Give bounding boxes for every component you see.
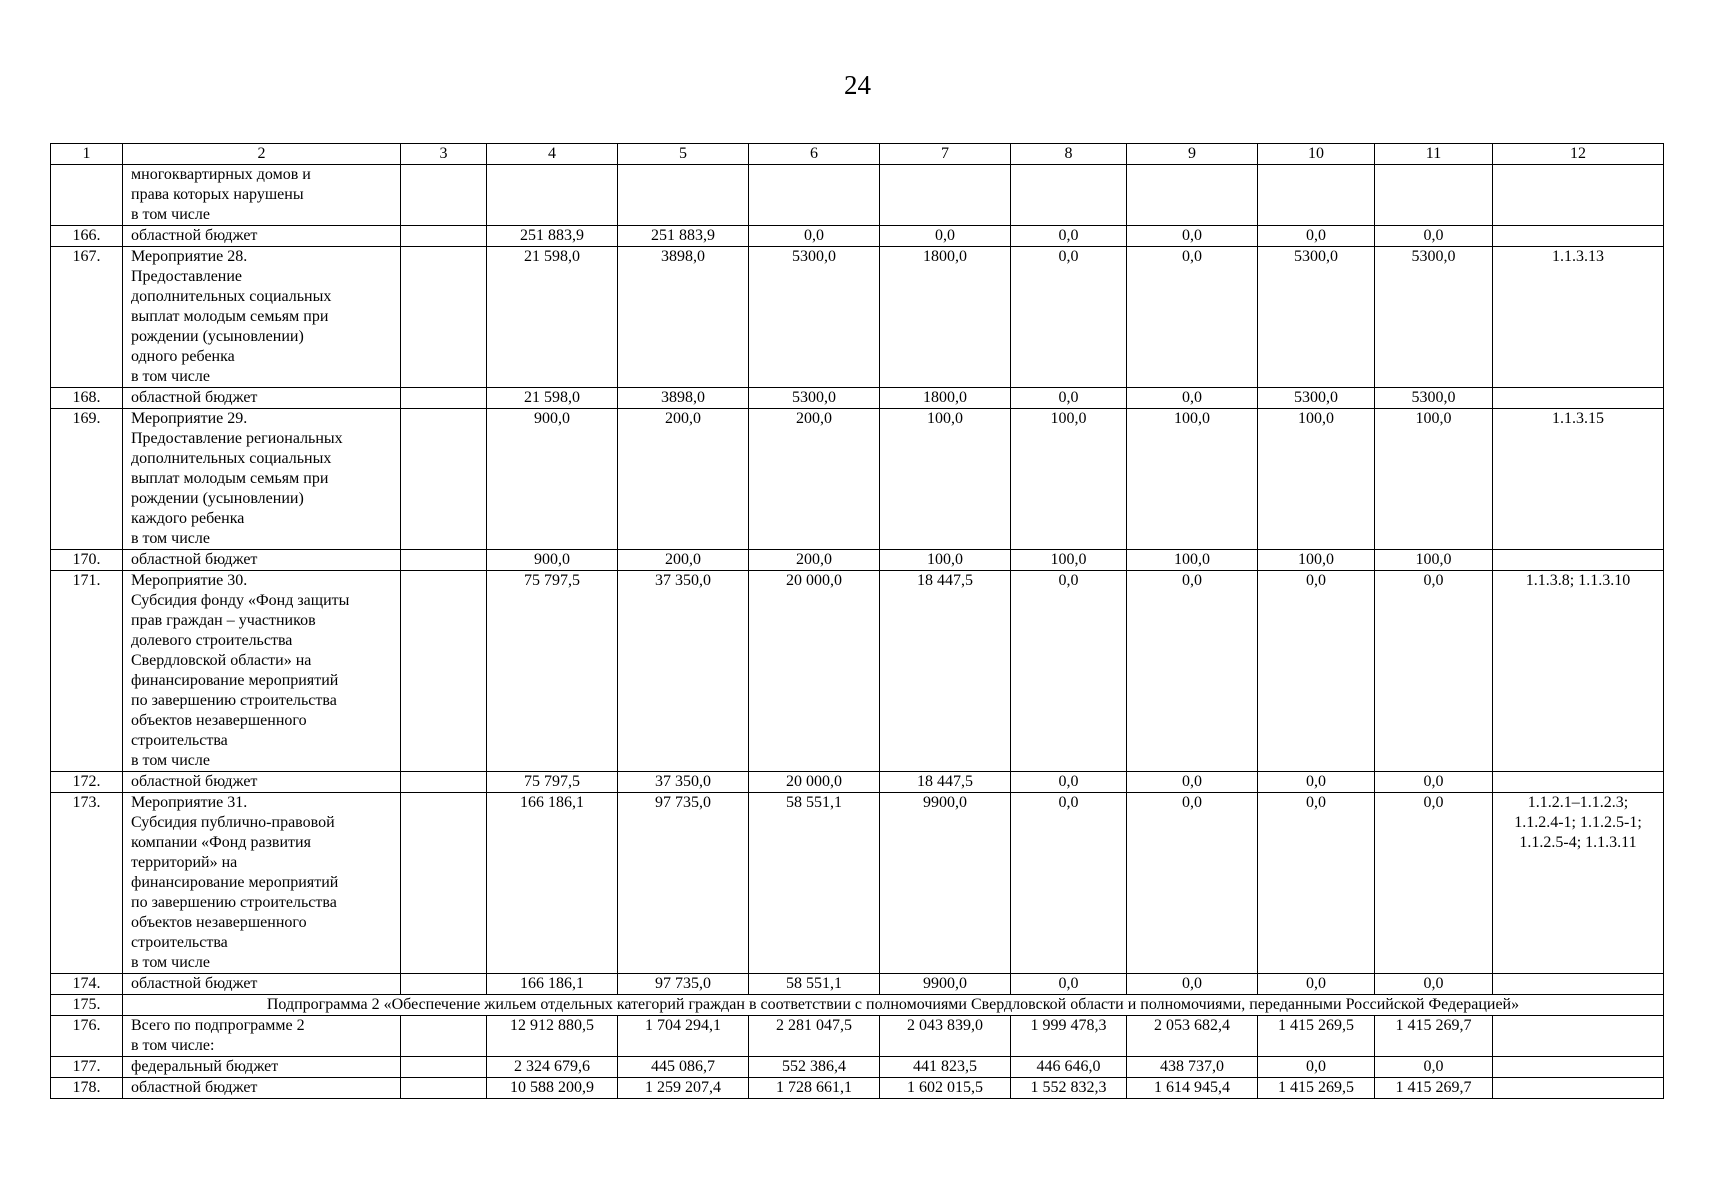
amount-cell: 1 415 269,5 — [1258, 1078, 1375, 1099]
amount-cell: 0,0 — [1375, 226, 1493, 247]
target-indicator-ref — [1493, 1078, 1664, 1099]
table-row — [51, 388, 1664, 409]
amount-cell: 0,0 — [1011, 793, 1127, 974]
amount-cell: 100,0 — [1011, 409, 1127, 550]
responsible-cell — [401, 974, 487, 995]
amount-cell: 0,0 — [1375, 793, 1493, 974]
table-row — [51, 226, 1664, 247]
amount-cell: 100,0 — [1375, 550, 1493, 571]
amount-cell: 100,0 — [1127, 550, 1258, 571]
target-indicator-ref — [1493, 1057, 1664, 1078]
amount-cell: 100,0 — [1258, 550, 1375, 571]
column-number-header — [51, 144, 1664, 165]
amount-cell: 100,0 — [1011, 550, 1127, 571]
table-row — [51, 772, 1664, 793]
amount-cell: 1 614 945,4 — [1127, 1078, 1258, 1099]
amount-cell — [749, 165, 880, 226]
amount-cell: 0,0 — [1375, 772, 1493, 793]
amount-cell: 1 999 478,3 — [1011, 1016, 1127, 1057]
item-name: областной бюджет — [123, 388, 401, 409]
responsible-cell — [401, 226, 487, 247]
amount-cell: 20 000,0 — [749, 772, 880, 793]
amount-cell — [487, 165, 618, 226]
amount-cell: 18 447,5 — [880, 571, 1011, 772]
amount-cell: 200,0 — [618, 409, 749, 550]
amount-cell: 1 415 269,7 — [1375, 1078, 1493, 1099]
amount-cell: 0,0 — [1127, 226, 1258, 247]
item-name: областной бюджет — [123, 226, 401, 247]
amount-cell: 2 281 047,5 — [749, 1016, 880, 1057]
subprogram-title: Подпрограмма 2 «Обеспечение жильем отдельных категорий граждан в соответствии с полномочиями Свердловской области и полномочиями, переданными Российской Федерацией» — [123, 995, 1664, 1016]
row-number: 166. — [51, 226, 123, 247]
amount-cell: 20 000,0 — [749, 571, 880, 772]
target-indicator-ref: 1.1.3.13 — [1493, 247, 1664, 388]
header-cell: 2 — [123, 144, 401, 165]
amount-cell: 900,0 — [487, 550, 618, 571]
amount-cell: 552 386,4 — [749, 1057, 880, 1078]
amount-cell: 2 053 682,4 — [1127, 1016, 1258, 1057]
row-number: 170. — [51, 550, 123, 571]
target-indicator-ref: 1.1.3.8; 1.1.3.10 — [1493, 571, 1664, 772]
amount-cell: 97 735,0 — [618, 974, 749, 995]
table-row — [51, 1057, 1664, 1078]
header-cell: 6 — [749, 144, 880, 165]
target-indicator-ref — [1493, 226, 1664, 247]
amount-cell: 5300,0 — [749, 388, 880, 409]
amount-cell: 0,0 — [1258, 974, 1375, 995]
amount-cell: 18 447,5 — [880, 772, 1011, 793]
amount-cell: 200,0 — [749, 409, 880, 550]
amount-cell: 0,0 — [1011, 226, 1127, 247]
responsible-cell — [401, 772, 487, 793]
amount-cell: 1 704 294,1 — [618, 1016, 749, 1057]
item-name: Мероприятие 28. Предоставление дополнительных социальных выплат молодым семьям при рождении (усыновлении) одного ребенка в том числе — [123, 247, 401, 388]
amount-cell: 1800,0 — [880, 247, 1011, 388]
amount-cell: 0,0 — [1127, 247, 1258, 388]
amount-cell: 200,0 — [749, 550, 880, 571]
row-number: 175. — [51, 995, 123, 1016]
row-number: 167. — [51, 247, 123, 388]
amount-cell: 0,0 — [1375, 571, 1493, 772]
amount-cell: 166 186,1 — [487, 793, 618, 974]
amount-cell — [1375, 165, 1493, 226]
amount-cell: 1 552 832,3 — [1011, 1078, 1127, 1099]
amount-cell: 3898,0 — [618, 388, 749, 409]
amount-cell: 5300,0 — [1375, 247, 1493, 388]
amount-cell: 75 797,5 — [487, 772, 618, 793]
amount-cell: 0,0 — [1127, 974, 1258, 995]
amount-cell: 2 043 839,0 — [880, 1016, 1011, 1057]
target-indicator-ref — [1493, 388, 1664, 409]
header-cell: 4 — [487, 144, 618, 165]
row-number: 168. — [51, 388, 123, 409]
responsible-cell — [401, 409, 487, 550]
row-number: 176. — [51, 1016, 123, 1057]
table-row — [51, 247, 1664, 388]
responsible-cell — [401, 1057, 487, 1078]
item-name: многоквартирных домов и права которых нарушены в том числе — [123, 165, 401, 226]
row-number: 169. — [51, 409, 123, 550]
target-indicator-ref: 1.1.3.15 — [1493, 409, 1664, 550]
amount-cell: 166 186,1 — [487, 974, 618, 995]
amount-cell: 0,0 — [1011, 974, 1127, 995]
amount-cell: 0,0 — [1127, 571, 1258, 772]
amount-cell: 5300,0 — [1258, 247, 1375, 388]
subprogram-row — [51, 995, 1664, 1016]
item-name: областной бюджет — [123, 974, 401, 995]
amount-cell: 1800,0 — [880, 388, 1011, 409]
table-row — [51, 165, 1664, 226]
item-name: федеральный бюджет — [123, 1057, 401, 1078]
target-indicator-ref — [1493, 974, 1664, 995]
amount-cell: 21 598,0 — [487, 247, 618, 388]
amount-cell: 100,0 — [880, 409, 1011, 550]
amount-cell: 58 551,1 — [749, 793, 880, 974]
table-row — [51, 550, 1664, 571]
table-row — [51, 1078, 1664, 1099]
amount-cell: 100,0 — [1258, 409, 1375, 550]
amount-cell: 0,0 — [1375, 974, 1493, 995]
amount-cell: 37 350,0 — [618, 571, 749, 772]
amount-cell: 97 735,0 — [618, 793, 749, 974]
amount-cell: 0,0 — [1258, 1057, 1375, 1078]
item-name: областной бюджет — [123, 550, 401, 571]
row-number: 178. — [51, 1078, 123, 1099]
amount-cell: 10 588 200,9 — [487, 1078, 618, 1099]
header-cell: 10 — [1258, 144, 1375, 165]
amount-cell: 1 602 015,5 — [880, 1078, 1011, 1099]
amount-cell: 0,0 — [749, 226, 880, 247]
amount-cell: 0,0 — [1127, 772, 1258, 793]
row-number: 177. — [51, 1057, 123, 1078]
amount-cell: 21 598,0 — [487, 388, 618, 409]
item-name: Мероприятие 29. Предоставление региональных дополнительных социальных выплат молодым семьям при рождении (усыновлении) каждого ребенка в том числе — [123, 409, 401, 550]
header-cell: 8 — [1011, 144, 1127, 165]
amount-cell: 0,0 — [1258, 571, 1375, 772]
responsible-cell — [401, 793, 487, 974]
table-row — [51, 409, 1664, 550]
responsible-cell — [401, 1016, 487, 1057]
amount-cell: 0,0 — [1011, 772, 1127, 793]
header-cell: 12 — [1493, 144, 1664, 165]
amount-cell: 100,0 — [880, 550, 1011, 571]
amount-cell: 5300,0 — [749, 247, 880, 388]
amount-cell: 100,0 — [1375, 409, 1493, 550]
amount-cell: 0,0 — [1011, 571, 1127, 772]
amount-cell: 2 324 679,6 — [487, 1057, 618, 1078]
amount-cell: 0,0 — [1258, 226, 1375, 247]
target-indicator-ref — [1493, 550, 1664, 571]
amount-cell: 0,0 — [1258, 772, 1375, 793]
amount-cell: 9900,0 — [880, 974, 1011, 995]
amount-cell: 0,0 — [1375, 1057, 1493, 1078]
amount-cell: 1 415 269,5 — [1258, 1016, 1375, 1057]
row-number: 173. — [51, 793, 123, 974]
amount-cell: 0,0 — [1011, 247, 1127, 388]
item-name: областной бюджет — [123, 772, 401, 793]
responsible-cell — [401, 571, 487, 772]
header-cell: 9 — [1127, 144, 1258, 165]
header-cell: 7 — [880, 144, 1011, 165]
amount-cell: 0,0 — [1258, 793, 1375, 974]
item-name: областной бюджет — [123, 1078, 401, 1099]
table-row — [51, 974, 1664, 995]
header-cell: 1 — [51, 144, 123, 165]
row-number: 174. — [51, 974, 123, 995]
amount-cell: 75 797,5 — [487, 571, 618, 772]
amount-cell: 58 551,1 — [749, 974, 880, 995]
amount-cell: 5300,0 — [1258, 388, 1375, 409]
amount-cell: 438 737,0 — [1127, 1057, 1258, 1078]
page-number: 24 — [844, 70, 871, 100]
amount-cell: 251 883,9 — [487, 226, 618, 247]
amount-cell: 1 415 269,7 — [1375, 1016, 1493, 1057]
item-name: Мероприятие 30. Субсидия фонду «Фонд защиты прав граждан – участников долевого строительства Свердловской области» на финансирование мероприятий по завершению строительства объектов незавершенного строительства в том числе — [123, 571, 401, 772]
amount-cell: 1 259 207,4 — [618, 1078, 749, 1099]
responsible-cell — [401, 550, 487, 571]
amount-cell: 0,0 — [1127, 388, 1258, 409]
amount-cell: 446 646,0 — [1011, 1057, 1127, 1078]
amount-cell: 200,0 — [618, 550, 749, 571]
target-indicator-ref — [1493, 772, 1664, 793]
responsible-cell — [401, 165, 487, 226]
table-row — [51, 571, 1664, 772]
responsible-cell — [401, 247, 487, 388]
row-number: 172. — [51, 772, 123, 793]
amount-cell: 441 823,5 — [880, 1057, 1011, 1078]
amount-cell: 0,0 — [880, 226, 1011, 247]
row-number: 171. — [51, 571, 123, 772]
amount-cell: 1 728 661,1 — [749, 1078, 880, 1099]
target-indicator-ref — [1493, 165, 1664, 226]
header-cell: 3 — [401, 144, 487, 165]
amount-cell: 37 350,0 — [618, 772, 749, 793]
header-cell: 11 — [1375, 144, 1493, 165]
amount-cell — [1011, 165, 1127, 226]
budget-table — [50, 143, 1664, 1099]
amount-cell — [1258, 165, 1375, 226]
table-row — [51, 1016, 1664, 1057]
target-indicator-ref — [1493, 1016, 1664, 1057]
amount-cell: 900,0 — [487, 409, 618, 550]
amount-cell: 0,0 — [1011, 388, 1127, 409]
amount-cell: 445 086,7 — [618, 1057, 749, 1078]
amount-cell: 100,0 — [1127, 409, 1258, 550]
header-cell: 5 — [618, 144, 749, 165]
table-row — [51, 793, 1664, 974]
responsible-cell — [401, 388, 487, 409]
responsible-cell — [401, 1078, 487, 1099]
amount-cell: 251 883,9 — [618, 226, 749, 247]
target-indicator-ref: 1.1.2.1–1.1.2.3; 1.1.2.4-1; 1.1.2.5-1; 1.1.2.5-4; 1.1.3.11 — [1493, 793, 1664, 974]
amount-cell: 5300,0 — [1375, 388, 1493, 409]
amount-cell: 0,0 — [1127, 793, 1258, 974]
amount-cell — [1127, 165, 1258, 226]
amount-cell — [880, 165, 1011, 226]
item-name: Мероприятие 31. Субсидия публично-правовой компании «Фонд развития территорий» на финансирование мероприятий по завершению строительства объектов незавершенного строительства в том числе — [123, 793, 401, 974]
amount-cell: 12 912 880,5 — [487, 1016, 618, 1057]
amount-cell — [618, 165, 749, 226]
row-number — [51, 165, 123, 226]
item-name: Всего по подпрограмме 2 в том числе: — [123, 1016, 401, 1057]
amount-cell: 3898,0 — [618, 247, 749, 388]
amount-cell: 9900,0 — [880, 793, 1011, 974]
